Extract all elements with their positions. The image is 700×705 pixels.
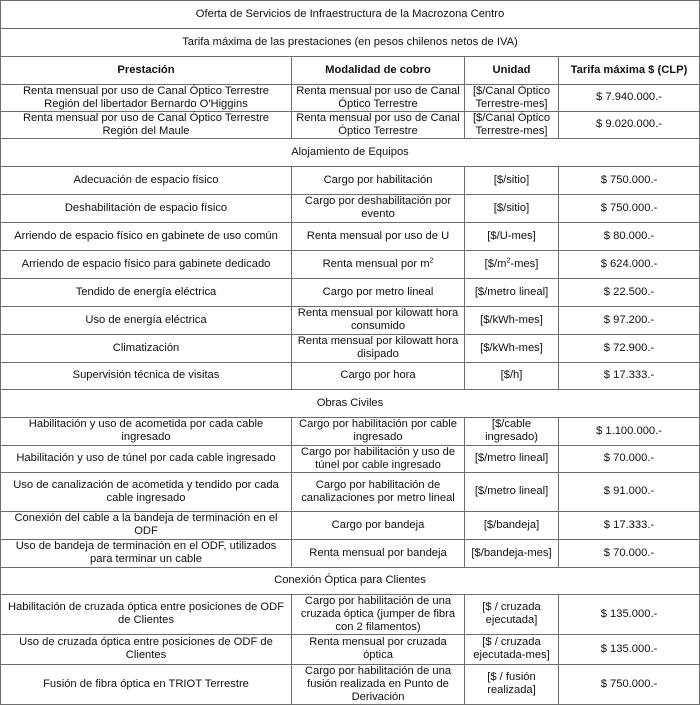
cell-unidad: [$/U-mes] bbox=[465, 222, 559, 250]
table-row bbox=[1, 166, 700, 194]
table-row bbox=[1, 664, 700, 704]
cell-prestacion: Tendido de energía eléctrica bbox=[1, 278, 292, 306]
cell-unidad: [$/metro lineal] bbox=[465, 278, 559, 306]
cell-tarifa: $ 70.000.- bbox=[559, 445, 700, 472]
cell-prestacion: Arriendo de espacio físico en gabinete de uso común bbox=[1, 222, 292, 250]
cell-tarifa: $ 70.000.- bbox=[559, 539, 700, 567]
cell-unidad: [$/sitio] bbox=[465, 194, 559, 222]
cell-unidad: [$ / fusión realizada] bbox=[465, 664, 559, 704]
table-row bbox=[1, 85, 700, 112]
table-row bbox=[1, 594, 700, 634]
cell-prestacion: Habilitación de cruzada óptica entre posiciones de ODF de Clientes bbox=[1, 594, 292, 634]
cell-tarifa: $ 750.000.- bbox=[559, 664, 700, 704]
table-row bbox=[1, 472, 700, 511]
cell-tarifa: $ 9.020.000.- bbox=[559, 111, 700, 138]
cell-prestacion: Uso de bandeja de terminación en el ODF, utilizados para terminar un cable bbox=[1, 539, 292, 567]
cell-modalidad: Cargo por bandeja bbox=[292, 511, 465, 539]
modalidad-text: Renta mensual por m bbox=[322, 257, 430, 270]
cell-modalidad: Cargo por hora bbox=[292, 362, 465, 389]
cell-tarifa: $ 750.000.- bbox=[559, 166, 700, 194]
cell-modalidad: Cargo por habilitación y uso de túnel por cable ingresado bbox=[292, 445, 465, 472]
table-row bbox=[1, 539, 700, 567]
cell-modalidad bbox=[292, 250, 465, 278]
cell-unidad: [$/bandeja] bbox=[465, 511, 559, 539]
superscript: 2 bbox=[429, 257, 434, 265]
column-header-modalidad: Modalidad de cobro bbox=[292, 57, 465, 85]
cell-modalidad: Cargo por metro lineal bbox=[292, 278, 465, 306]
cell-modalidad: Renta mensual por cruzada óptica bbox=[292, 634, 465, 664]
cell-modalidad: Renta mensual por kilowatt hora consumido bbox=[292, 306, 465, 334]
cell-tarifa: $ 750.000.- bbox=[559, 194, 700, 222]
cell-modalidad: Cargo por habilitación bbox=[292, 166, 465, 194]
table-title: Oferta de Servicios de Infraestructura de la Macrozona Centro bbox=[1, 1, 700, 29]
cell-prestacion: Uso de energía eléctrica bbox=[1, 306, 292, 334]
column-header-unidad: Unidad bbox=[465, 57, 559, 85]
unidad-tail: -mes] bbox=[510, 257, 539, 270]
table-row bbox=[1, 334, 700, 362]
cell-modalidad: Renta mensual por uso de Canal Óptico Terrestre bbox=[292, 85, 465, 112]
column-header-tarifa: Tarifa máxima $ (CLP) bbox=[559, 57, 700, 85]
table-row bbox=[1, 278, 700, 306]
cell-prestacion: Climatización bbox=[1, 334, 292, 362]
cell-modalidad: Cargo por deshabilitación por evento bbox=[292, 194, 465, 222]
cell-prestacion: Conexión del cable a la bandeja de terminación en el ODF bbox=[1, 511, 292, 539]
table-row bbox=[1, 194, 700, 222]
section-header-alojamiento: Alojamiento de Equipos bbox=[1, 138, 700, 166]
cell-unidad bbox=[465, 250, 559, 278]
cell-unidad: [$/sitio] bbox=[465, 166, 559, 194]
cell-tarifa: $ 80.000.- bbox=[559, 222, 700, 250]
cell-prestacion: Renta mensual por uso de Canal Óptico Terrestre Región del libertador Bernardo O'Higgins bbox=[1, 85, 292, 112]
cell-unidad: [$/cable ingresado) bbox=[465, 417, 559, 445]
cell-tarifa: $ 135.000.- bbox=[559, 594, 700, 634]
cell-unidad: [$ / cruzada ejecutada] bbox=[465, 594, 559, 634]
table-row bbox=[1, 222, 700, 250]
cell-prestacion: Renta mensual por uso de Canal Óptico Terrestre Región del Maule bbox=[1, 111, 292, 138]
cell-prestacion: Arriendo de espacio físico para gabinete dedicado bbox=[1, 250, 292, 278]
table-row bbox=[1, 362, 700, 389]
cell-tarifa: $ 91.000.- bbox=[559, 472, 700, 511]
cell-modalidad: Renta mensual por bandeja bbox=[292, 539, 465, 567]
cell-prestacion: Supervisión técnica de visitas bbox=[1, 362, 292, 389]
section-header-obras-civiles: Obras Civiles bbox=[1, 389, 700, 417]
cell-unidad: [$/kWh-mes] bbox=[465, 334, 559, 362]
cell-modalidad: Cargo por habilitación de una cruzada óptica (jumper de fibra con 2 filamentos) bbox=[292, 594, 465, 634]
cell-prestacion: Habilitación y uso de túnel por cada cable ingresado bbox=[1, 445, 292, 472]
table-subtitle: Tarifa máxima de las prestaciones (en pesos chilenos netos de IVA) bbox=[1, 29, 700, 57]
cell-modalidad: Renta mensual por uso de U bbox=[292, 222, 465, 250]
cell-tarifa: $ 135.000.- bbox=[559, 634, 700, 664]
cell-prestacion: Uso de cruzada óptica entre posiciones de ODF de Clientes bbox=[1, 634, 292, 664]
table-row bbox=[1, 306, 700, 334]
cell-tarifa: $ 7.940.000.- bbox=[559, 85, 700, 112]
column-header-prestacion: Prestación bbox=[1, 57, 292, 85]
cell-tarifa: $ 624.000.- bbox=[559, 250, 700, 278]
column-header-row bbox=[1, 57, 700, 85]
table-row bbox=[1, 250, 700, 278]
cell-unidad: [$/Canal Óptico Terrestre-mes] bbox=[465, 111, 559, 138]
cell-prestacion: Fusión de fibra óptica en TRIOT Terrestre bbox=[1, 664, 292, 704]
cell-unidad: [$/h] bbox=[465, 362, 559, 389]
table-row bbox=[1, 111, 700, 138]
table-row bbox=[1, 417, 700, 445]
cell-prestacion: Adecuación de espacio físico bbox=[1, 166, 292, 194]
unidad-text: [$/m bbox=[484, 257, 507, 270]
table-row bbox=[1, 634, 700, 664]
cell-modalidad: Cargo por habilitación por cable ingresado bbox=[292, 417, 465, 445]
cell-unidad: [$/metro lineal] bbox=[465, 472, 559, 511]
cell-tarifa: $ 97.200.- bbox=[559, 306, 700, 334]
cell-unidad: [$ / cruzada ejecutada-mes] bbox=[465, 634, 559, 664]
cell-unidad: [$/Canal Óptico Terrestre-mes] bbox=[465, 85, 559, 112]
cell-tarifa: $ 72.900.- bbox=[559, 334, 700, 362]
table-row bbox=[1, 445, 700, 472]
section-header-conexion-optica: Conexión Óptica para Clientes bbox=[1, 567, 700, 594]
cell-prestacion: Habilitación y uso de acometida por cada cable ingresado bbox=[1, 417, 292, 445]
table-row bbox=[1, 511, 700, 539]
cell-modalidad: Renta mensual por kilowatt hora disipado bbox=[292, 334, 465, 362]
cell-unidad: [$/kWh-mes] bbox=[465, 306, 559, 334]
cell-modalidad: Cargo por habilitación de una fusión realizada en Punto de Derivación bbox=[292, 664, 465, 704]
cell-unidad: [$/bandeja-mes] bbox=[465, 539, 559, 567]
cell-unidad: [$/metro lineal] bbox=[465, 445, 559, 472]
cell-modalidad: Cargo por habilitación de canalizaciones por metro lineal bbox=[292, 472, 465, 511]
cell-tarifa: $ 1.100.000.- bbox=[559, 417, 700, 445]
cell-tarifa: $ 22.500.- bbox=[559, 278, 700, 306]
cell-tarifa: $ 17.333.- bbox=[559, 511, 700, 539]
cell-tarifa: $ 17.333.- bbox=[559, 362, 700, 389]
cell-modalidad: Renta mensual por uso de Canal Óptico Terrestre bbox=[292, 111, 465, 138]
cell-prestacion: Uso de canalización de acometida y tendido por cada cable ingresado bbox=[1, 472, 292, 511]
cell-prestacion: Deshabilitación de espacio físico bbox=[1, 194, 292, 222]
superscript: 2 bbox=[506, 257, 511, 265]
